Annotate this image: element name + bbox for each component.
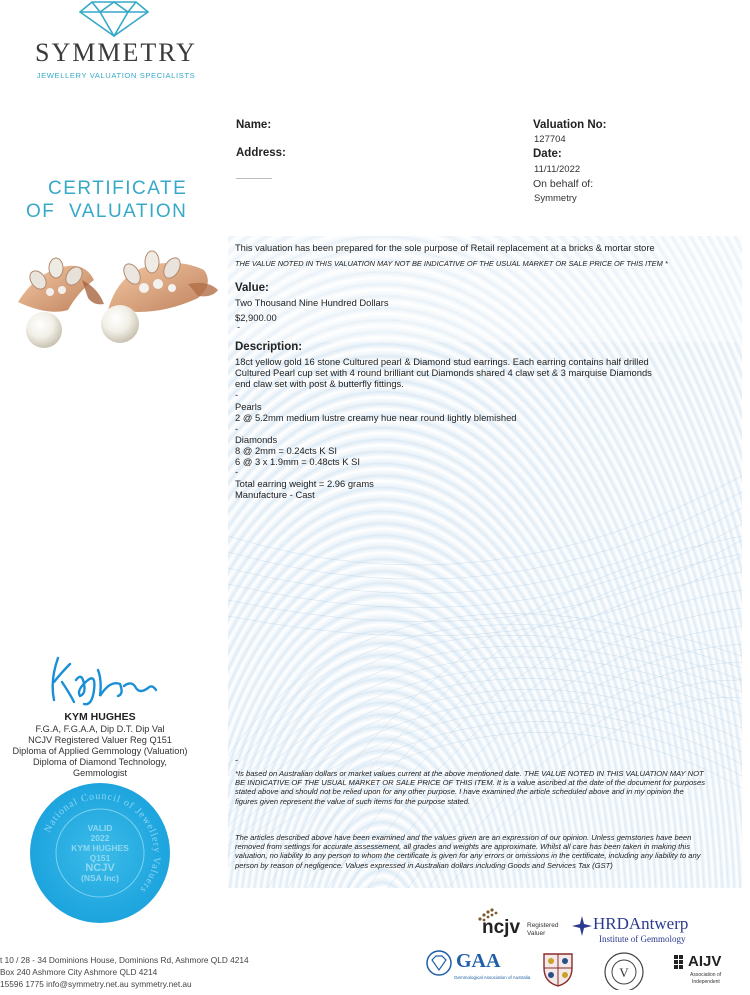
ncjv-sub2: Valuer bbox=[527, 930, 546, 937]
description-line1: 18ct yellow gold 16 stone Cultured pearl & Diamond stud earrings. Each earring contains half drilled bbox=[235, 356, 649, 367]
aijv-sub2: Independent bbox=[692, 979, 720, 985]
diamond-line1: 8 @ 2mm = 0.24cts K SI bbox=[235, 445, 338, 456]
footer-address-line2: Box 240 Ashmore City Ashmore QLD 4214 bbox=[0, 967, 158, 977]
aijv-grid-icon bbox=[674, 955, 688, 969]
value-amount: $2,900.00 bbox=[235, 312, 277, 323]
pearls-detail: 2 @ 5.2mm medium lustre creamy hue near round lightly blemished bbox=[235, 412, 517, 423]
valuer-name: KYM HUGHES bbox=[64, 711, 136, 723]
seal-reg: Q151 bbox=[89, 853, 111, 863]
gaa-diamond-icon bbox=[426, 950, 452, 976]
crest-icon bbox=[540, 950, 576, 988]
description-dash1: - bbox=[235, 389, 239, 400]
aijv-logo bbox=[672, 953, 744, 991]
description-dash2: - bbox=[235, 423, 239, 434]
valuer-credential-line2: NCJV Registered Valuer Reg Q151 bbox=[28, 735, 172, 745]
value-label: Value: bbox=[235, 282, 269, 294]
gaa-sub: Gemmological Association of Australia bbox=[454, 975, 531, 980]
v-seal-logo bbox=[602, 950, 646, 990]
footer-address bbox=[0, 954, 249, 990]
brand-tagline: JEWELLERY VALUATION SPECIALISTS bbox=[36, 71, 196, 80]
seal-sub: (NSA Inc) bbox=[81, 873, 119, 883]
address-redacted-line bbox=[236, 178, 272, 179]
pearls-label: Pearls bbox=[235, 401, 262, 412]
hrd-wordmark: HRDAntwerp bbox=[593, 914, 689, 933]
ncjv-seal bbox=[30, 783, 170, 923]
date-label: Date: bbox=[533, 148, 562, 160]
svg-text:V: V bbox=[619, 965, 629, 980]
footnote-value-basis: *Is based on Australian dollars or market values current at the above mentioned date. THE VALUE NOTED IN THIS VALUATION MAY NOT BE INDICATIVE OF THE USUAL MARKET OR SALE PRICE OF THIS ITEM. It is a value ascribed at the date of the document for purposes stated above and should not be relied upon for any other purpose. I have examined the article scheduled above and in my opinion the figures given represent the value of such items for the purpose stated. bbox=[235, 769, 705, 806]
hrd-logo bbox=[572, 912, 712, 948]
valuer-credential-line3: Diploma of Applied Gemmology (Valuation) bbox=[12, 746, 188, 756]
purpose-statement: This valuation has been prepared for the sole purpose of Retail replacement at a bricks & mortar store bbox=[235, 243, 655, 253]
description-line3: end claw set with post & butterfly fittings. bbox=[235, 378, 404, 389]
earrings-photo bbox=[8, 240, 226, 358]
on-behalf-label: On behalf of: bbox=[533, 178, 594, 190]
seal-holder: KYM HUGHES bbox=[71, 843, 129, 853]
valuation-no-label: Valuation No: bbox=[533, 119, 607, 131]
description-dash3: - bbox=[235, 466, 239, 477]
ncjv-sub1: Registered bbox=[527, 922, 559, 929]
valuer-credential-line4: Diploma of Diamond Technology, bbox=[33, 757, 167, 767]
value-words: Two Thousand Nine Hundred Dollars bbox=[235, 297, 389, 308]
manufacture: Manufacture - Cast bbox=[235, 489, 315, 500]
on-behalf-value: Symmetry bbox=[534, 193, 577, 204]
footnote-dash: - bbox=[235, 754, 239, 765]
hrd-star-icon bbox=[572, 916, 592, 936]
gaa-wordmark: GAA bbox=[456, 950, 501, 972]
name-label: Name: bbox=[236, 119, 272, 131]
valuation-no: 127704 bbox=[534, 134, 566, 145]
earring-weight: Total earring weight = 2.96 grams bbox=[235, 478, 374, 489]
aijv-wordmark: AIJV bbox=[688, 953, 722, 970]
footnote-liability: The articles described above have been examined and the values given are an expression of our opinion. Unless gemstones have been removed from settings for accurate assessement, all grades and weights are approximate. Whilst all care has been taken in making this valuation, no liability to any person to whom the certificate is given for any errors or omissions in the certificate, including any liability to any person by reason of negligence. Values expressed in Australian dollars including Goods and Services Tax (GST) bbox=[235, 833, 701, 870]
seal-year: 2022 bbox=[90, 833, 110, 843]
diamond-line2: 6 @ 3 x 1.9mm = 0.48cts K SI bbox=[235, 456, 360, 467]
crest-logo bbox=[540, 950, 576, 988]
seal-abbr: NCJV bbox=[85, 862, 115, 874]
footer-address-line1: t 10 / 28 - 34 Dominions House, Dominions Rd, Ashmore QLD 4214 bbox=[0, 955, 249, 965]
value-dash: - bbox=[237, 321, 241, 332]
description-label: Description: bbox=[235, 341, 303, 353]
seal-ring-text: National Council of Jewellery Valuers bbox=[42, 790, 163, 896]
v-seal-icon bbox=[602, 950, 646, 990]
valuer-credential-line5: Gemmologist bbox=[72, 768, 128, 778]
footer-contact-line: 15596 1775 info@symmetry.net.au symmetry.net.au bbox=[0, 979, 192, 989]
description-line2: Cultured Pearl cup set with 4 round brilliant cut Diamonds shared 4 claw set & 3 marquise Diamonds bbox=[235, 367, 652, 378]
hrd-sub: Institute of Gemmology bbox=[599, 934, 686, 944]
diamonds-label: Diamonds bbox=[235, 434, 278, 445]
valuer-signature bbox=[40, 650, 160, 708]
gaa-logo bbox=[426, 950, 531, 986]
ncjv-logo bbox=[472, 905, 568, 945]
valuer-credentials bbox=[0, 724, 200, 779]
certificate-title-line2: OF VALUATION bbox=[26, 201, 188, 222]
ncjv-wordmark: ncjv bbox=[482, 917, 521, 938]
valuation-details-panel bbox=[228, 236, 742, 888]
purpose-disclaimer: THE VALUE NOTED IN THIS VALUATION MAY NOT BE INDICATIVE OF THE USUAL MARKET OR SALE PRICE OF THIS ITEM * bbox=[235, 259, 668, 268]
aijv-sub1: Association of bbox=[690, 972, 722, 978]
brand-name: SYMMETRY bbox=[35, 38, 197, 67]
certificate-title-line1: CERTIFICATE bbox=[48, 178, 188, 199]
date-value: 11/11/2022 bbox=[534, 164, 581, 175]
address-label: Address: bbox=[236, 147, 286, 159]
valuer-credential-line1: F.G.A, F.G.A.A, Dip D.T. Dip Val bbox=[35, 724, 165, 734]
seal-valid: VALID bbox=[87, 823, 113, 833]
diamond-logo-icon bbox=[76, 0, 152, 38]
brand-logo bbox=[76, 0, 152, 38]
